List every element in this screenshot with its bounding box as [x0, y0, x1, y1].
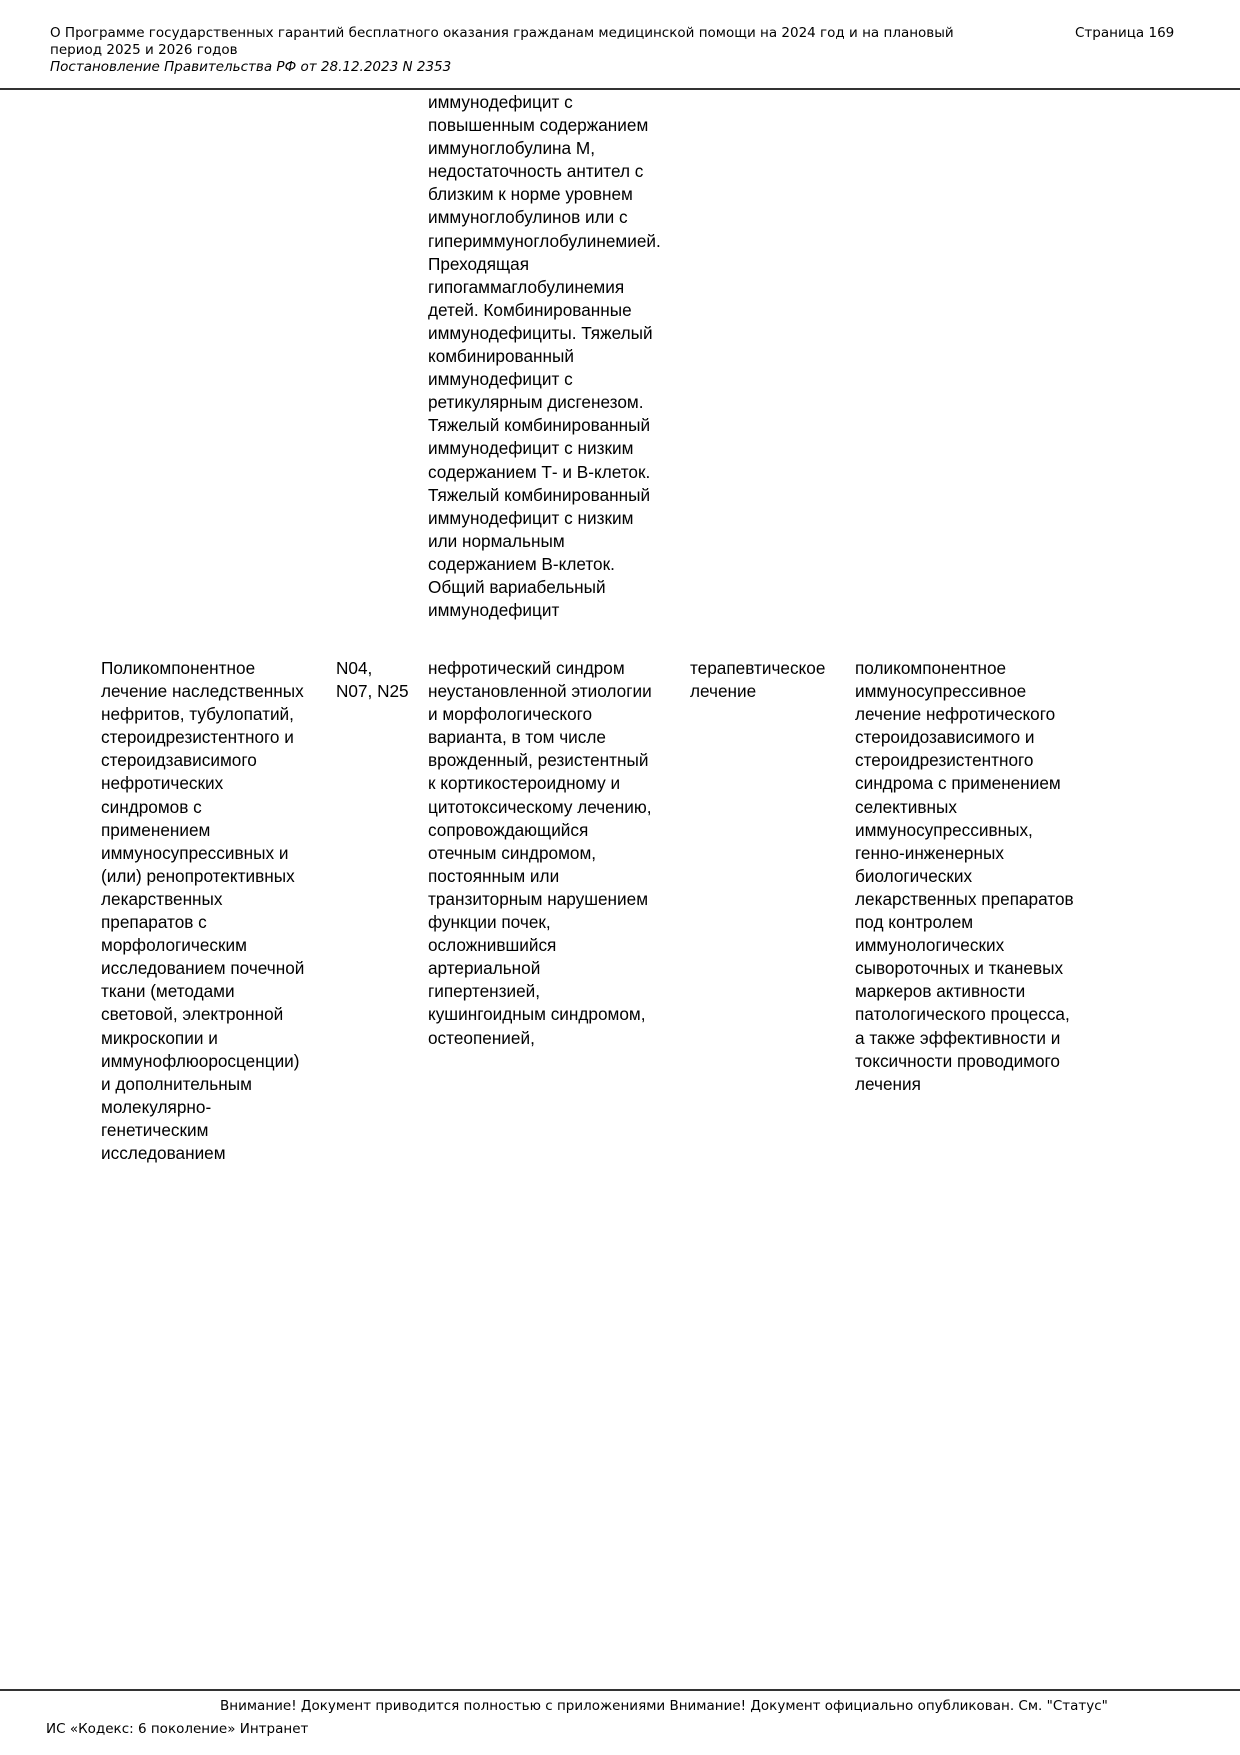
- footer-system: ИС «Кодекс: 6 поколение» Интранет: [46, 1721, 309, 1737]
- document-title-line2: период 2025 и 2026 годов: [50, 42, 238, 58]
- page-number: Страница 169: [1075, 25, 1175, 41]
- footer-divider: [0, 1689, 1240, 1691]
- document-header: [50, 25, 1040, 76]
- row-treatment-type-cell: терапевтическое лечение: [690, 658, 826, 702]
- document-title-line1: О Программе государственных гарантий бесплатного оказания гражданам медицинской помощи на 2024 год и на плановый: [50, 25, 954, 41]
- header-divider: [0, 88, 1240, 90]
- row-codes-cell: N04, N07, N25: [336, 658, 409, 702]
- row-method-cell: поликомпонентное иммуносупрессивное лечение нефротического стероидозависимого и стероидрезистентного синдрома с применением селективных иммуносупрессивных, генно-инженерных биологических лекарственных препаратов под контролем иммунологических сывороточных и тканевых маркеров активности патологического процесса, а также эффективности и токсичности проводимого лечения: [855, 658, 1074, 1094]
- continuation-diagnosis-cell: иммунодефицит с повышенным содержанием иммуноглобулина М, недостаточность антител с близким к норме уровнем иммуноглобулинов или с гипериммуноглобулинемией. Преходящая гипогаммаглобулинемия детей. Комбинированные иммунодефициты. Тяжелый комбинированный иммунодефицит с ретикулярным дисгенезом. Тяжелый комбинированный иммунодефицит с низким содержанием Т- и В-клеток. Тяжелый комбинированный иммунодефицит с низким или нормальным содержанием В-клеток. Общий вариабельный иммунодефицит: [428, 92, 661, 621]
- footer-notice: Внимание! Документ приводится полностью с приложениями Внимание! Документ официально опубликован. См. "Статус": [220, 1698, 1108, 1714]
- row-name-cell: Поликомпонентное лечение наследственных нефритов, тубулопатий, стероидрезистентного и стероидзависимого нефротических синдромов с применением иммуносупрессивных и (или) ренопротективных лекарственных препаратов с морфологическим исследованием почечной ткани (методами световой, электронной микроскопии и иммунофлюоросценции) и дополнительным молекулярно- генетическим исследованием: [101, 658, 305, 1163]
- row-diagnosis-cell: нефротический синдром неустановленной этиологии и морфологического варианта, в том числе врожденный, резистентный к кортикостероидному и цитотоксическому лечению, сопровождающийся отечным синдромом, постоянным или транзиторным нарушением функции почек, осложнившийся артериальной гипертензией, кушингоидным синдромом, остеопенией,: [428, 658, 652, 1048]
- document-subtitle: Постановление Правительства РФ от 28.12.2023 N 2353: [50, 59, 452, 75]
